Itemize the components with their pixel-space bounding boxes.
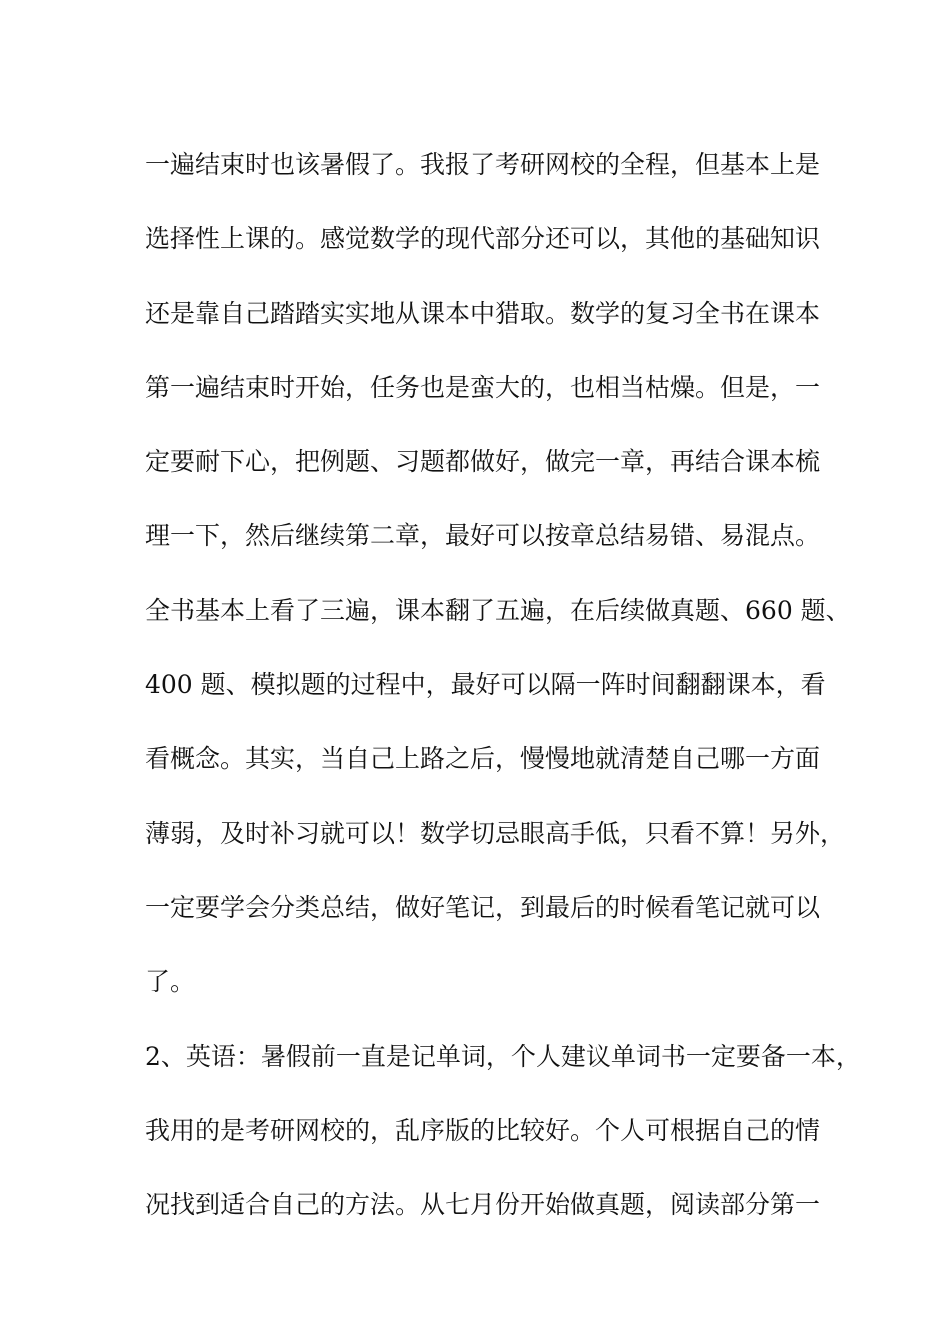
text-line: 选择性上课的。感觉数学的现代部分还可以，其他的基础知识 [145,224,821,254]
text-line: 第一遍结束时开始，任务也是蛮大的，也相当枯燥。但是，一 [145,372,821,402]
text-line: 2、英语：暑假前一直是记单词，个人建议单词书一定要备一本， [145,1041,861,1071]
text-line: 看概念。其实，当自己上路之后，慢慢地就清楚自己哪一方面 [145,744,821,774]
text-line: 定要耐下心，把例题、习题都做好，做完一章，再结合课本梳 [145,447,821,477]
text-line: 一遍结束时也该暑假了。我报了考研网校的全程，但基本上是 [145,150,821,179]
text-line: 理一下，然后继续第二章，最好可以按章总结易错、易混点。 [145,521,821,551]
body-text [145,128,861,1242]
text-line: 400 题、模拟题的过程中，最好可以隔一阵时间翻翻课本，看 [145,670,826,700]
text-line: 全书基本上看了三遍，课本翻了五遍，在后续做真题、660 题、 [145,595,851,625]
text-line: 一定要学会分类总结，做好笔记，到最后的时候看笔记就可以 [145,892,821,922]
text-line: 还是靠自己踏踏实实地从课本中猎取。数学的复习全书在课本 [145,298,821,328]
text-line: 况找到适合自己的方法。从七月份开始做真题，阅读部分第一 [145,1190,821,1220]
text-line: 薄弱，及时补习就可以！数学切忌眼高手低，只看不算！另外， [145,818,846,848]
text-line: 我用的是考研网校的，乱序版的比较好。个人可根据自己的情 [145,1115,821,1145]
text-line: 了。 [145,967,196,997]
